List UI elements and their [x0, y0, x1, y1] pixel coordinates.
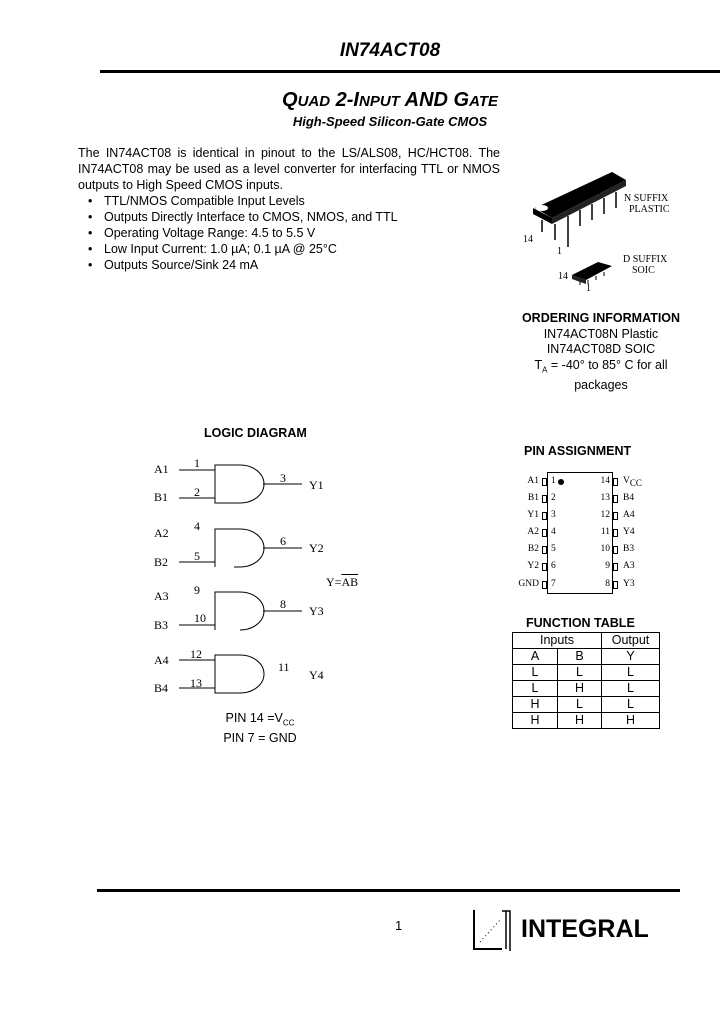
- pin-number-right: 12: [600, 510, 610, 520]
- cell: H: [558, 713, 602, 729]
- pin-name-left: A1: [527, 476, 539, 486]
- gate2-input-a: A2: [154, 526, 169, 540]
- gate4-pin-a: 12: [190, 647, 202, 661]
- pin-name-left: A2: [527, 527, 539, 537]
- pin-lead: [613, 495, 618, 503]
- power-pin-notes: [160, 711, 360, 746]
- gate1-pin-y: 3: [280, 471, 286, 485]
- pin-lead: [613, 478, 618, 486]
- dip-pin14-label: 14: [523, 234, 533, 245]
- dip-package-icon: [533, 172, 626, 247]
- ordering-line: IN74ACT08D SOIC: [546, 342, 656, 356]
- gate3-pin-b: 10: [194, 611, 206, 625]
- gate2-pin-b: 5: [194, 549, 200, 563]
- feature-item: • Low Input Current: 1.0 µA; 0.1 µA @ 25°C: [82, 241, 398, 257]
- cell: L: [602, 681, 660, 697]
- feature-item: • TTL/NMOS Compatible Input Levels: [82, 193, 398, 209]
- pin-lead: [613, 546, 618, 554]
- integral-logo-text: INTEGRAL: [521, 915, 649, 943]
- pin-lead: [542, 529, 547, 537]
- gate2-pin-a: 4: [194, 519, 200, 533]
- cell: L: [513, 681, 558, 697]
- pin-name-right: B3: [623, 544, 635, 554]
- pin-name-right: $V_{CC}$: [623, 476, 642, 488]
- soic-pin14-label: 14: [558, 271, 568, 282]
- cell: L: [602, 665, 660, 681]
- cell: H: [558, 681, 602, 697]
- gate4-pin-y: 11: [278, 660, 290, 674]
- feature-item: • Outputs Directly Interface to CMOS, NMOS, and TTL: [82, 209, 398, 225]
- function-table-heading: FUNCTION TABLE: [526, 616, 635, 630]
- d-suffix-label: D SUFFIX: [623, 254, 668, 265]
- gate1-input-b: B1: [154, 490, 169, 504]
- pin-number-left: 4: [551, 527, 556, 537]
- pin-lead: [542, 495, 547, 503]
- col-header: B: [558, 649, 602, 665]
- output-header: Output: [602, 633, 660, 649]
- gate2-output: Y2: [309, 541, 324, 555]
- pin-number-left: 6: [551, 561, 556, 571]
- feature-item: • Operating Voltage Range: 4.5 to 5.5 V: [82, 225, 398, 241]
- pin-number-left: 7: [551, 579, 556, 589]
- pin-lead: [542, 546, 547, 554]
- ordering-line: IN74ACT08N Plastic: [543, 326, 659, 341]
- gate3-pin-a: 9: [194, 583, 200, 597]
- soic-pin1-label: 1: [586, 283, 591, 294]
- feature-item: • Outputs Source/Sink 24 mA: [82, 257, 398, 273]
- pin1-marker: [558, 479, 564, 485]
- pin-name-left: GND: [518, 579, 539, 589]
- pin-lead: [542, 563, 547, 571]
- table-row: [513, 697, 660, 713]
- pin-number-right: 13: [600, 493, 610, 503]
- gate4-input-a: A4: [154, 653, 169, 667]
- gate3-pin-y: 8: [280, 597, 286, 611]
- table-row: [513, 713, 660, 729]
- pin-assignment-heading: PIN ASSIGNMENT: [524, 444, 632, 458]
- col-header: A: [513, 649, 558, 665]
- cell: H: [602, 713, 660, 729]
- pin-name-left: Y1: [527, 510, 539, 520]
- pin-name-right: Y4: [623, 527, 635, 537]
- table-row: [513, 681, 660, 697]
- vcc-note: PIN $14 =V_{CC}$: [225, 711, 295, 728]
- pin-name-left: B1: [527, 493, 539, 503]
- n-suffix-type: PLASTIC: [629, 204, 670, 215]
- cell: H: [513, 697, 558, 713]
- integral-logo-icon: [472, 908, 514, 952]
- gate3-output: Y3: [309, 604, 324, 618]
- gnd-note: PIN 7 = GND: [223, 730, 297, 745]
- logic-diagram-heading: LOGIC DIAGRAM: [204, 426, 307, 440]
- footer-rule: [97, 889, 680, 892]
- pin-number-right: 8: [605, 579, 610, 589]
- pin-name-right: B4: [623, 493, 635, 503]
- gate1-output: Y1: [309, 478, 324, 492]
- pin-number-right: 9: [605, 561, 610, 571]
- pin-number-right: 11: [600, 527, 610, 537]
- pin-number-left: 2: [551, 493, 556, 503]
- function-table: [512, 632, 660, 729]
- pin-lead: [542, 478, 547, 486]
- gate3-input-b: B3: [154, 618, 169, 632]
- gate2-input-b: B2: [154, 555, 169, 569]
- pin-number-left: 1: [551, 476, 556, 486]
- package-drawings: [500, 150, 700, 300]
- ordering-line: $T_A = -40^\circ$ to 85° C for all: [534, 357, 668, 374]
- pin-lead: [613, 529, 618, 537]
- pin-name-right: A4: [623, 510, 635, 520]
- ordering-line: packages: [574, 377, 628, 392]
- cell: L: [558, 665, 602, 681]
- pin-lead: [613, 512, 618, 520]
- pin-lead: [542, 512, 547, 520]
- gate2-pin-y: 6: [280, 534, 286, 548]
- pin-lead: [613, 563, 618, 571]
- cell: L: [602, 697, 660, 713]
- gate4-pin-b: 13: [190, 676, 202, 690]
- gate1-input-a: A1: [154, 462, 169, 476]
- pin-number-left: 5: [551, 544, 556, 554]
- pin-name-right: Y3: [623, 579, 635, 589]
- gate4-output: Y4: [309, 668, 324, 682]
- logic-equation: $Y=\overline{AB}$: [326, 575, 359, 589]
- soic-package-icon: [572, 262, 612, 285]
- cell: H: [513, 713, 558, 729]
- page-title: QUAD 2-INPUT AND GATE: [282, 89, 498, 111]
- pin-lead: [542, 581, 547, 589]
- pin-number-right: 14: [600, 476, 610, 486]
- page-number: 1: [395, 918, 403, 933]
- n-suffix-label: N SUFFIX: [624, 193, 669, 204]
- pin-name-right: A3: [623, 561, 635, 571]
- description: The IN74ACT08 is identical in pinout to the LS/ALS08, HC/HCT08. The IN74ACT08 may be used as a level converter for interfacing TTL or NMOS outputs to High Speed CMOS inputs.: [78, 146, 500, 192]
- inputs-header: Inputs: [513, 633, 602, 649]
- gate1-pin-a: 1: [194, 456, 200, 470]
- part-number-header: IN74ACT08: [339, 40, 441, 61]
- gate1-pin-b: 2: [194, 485, 200, 499]
- page-subtitle: High-Speed Silicon-Gate CMOS: [292, 114, 488, 129]
- cell: L: [558, 697, 602, 713]
- pin-number-left: 3: [551, 510, 556, 520]
- pin-name-left: B2: [527, 544, 539, 554]
- ordering-heading: ORDERING INFORMATION: [521, 311, 681, 325]
- table-row: [513, 665, 660, 681]
- feature-list: [82, 193, 398, 273]
- ordering-information: [510, 311, 692, 393]
- col-header: Y: [602, 649, 660, 665]
- gate3-input-a: A3: [154, 589, 169, 603]
- header-rule: [100, 70, 720, 73]
- pin-lead: [613, 581, 618, 589]
- dip-pin1-label: 1: [557, 246, 562, 257]
- pin-number-right: 10: [600, 544, 610, 554]
- d-suffix-type: SOIC: [632, 265, 655, 276]
- pin-name-left: Y2: [527, 561, 539, 571]
- gate4-input-b: B4: [154, 681, 169, 695]
- cell: L: [513, 665, 558, 681]
